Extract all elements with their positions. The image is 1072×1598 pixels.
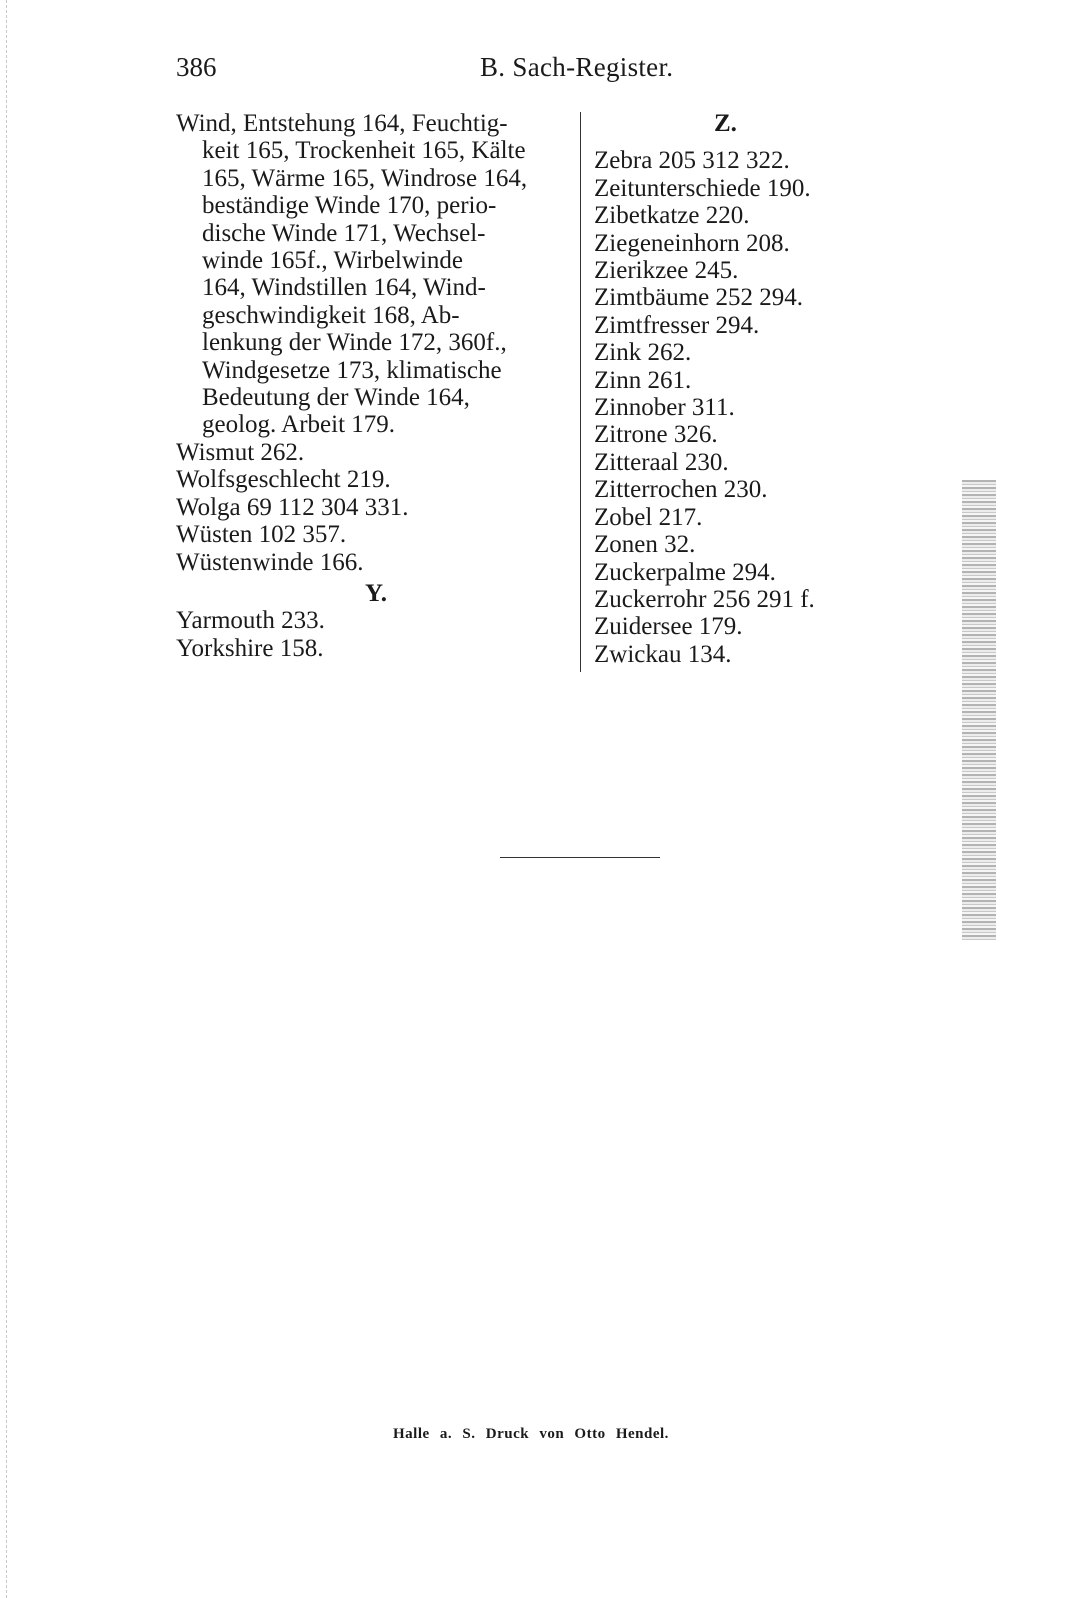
index-entry: Zimtfresser 294.: [594, 311, 760, 339]
index-line: keit 165, Trockenheit 165, Kälte: [202, 137, 526, 165]
index-line: beständige Winde 170, perio-: [202, 192, 497, 220]
index-entry: Zeitunterschiede 190.: [594, 174, 811, 202]
index-entry: Zebra 205 312 322.: [594, 147, 790, 175]
index-line: 164, Windstillen 164, Wind-: [202, 274, 486, 302]
running-title: B. Sach-Register.: [480, 52, 674, 82]
index-entry: Zuidersee 179.: [594, 613, 743, 641]
index-line: Bedeutung der Winde 164,: [202, 384, 470, 412]
index-entry: Wismut 262.: [176, 438, 305, 466]
index-entry: Ziegeneinhorn 208.: [594, 229, 790, 257]
index-line: geolog. Arbeit 179.: [202, 411, 396, 439]
index-entry: Zink 262.: [594, 339, 692, 367]
index-entry: Zwickau 134.: [594, 640, 732, 668]
index-entry: Zuckerpalme 294.: [594, 558, 776, 586]
column-divider: [580, 112, 581, 672]
index-entry: Zitteraal 230.: [594, 448, 729, 476]
index-entry: Wüstenwinde 166.: [176, 548, 364, 576]
section-letter-y: Y.: [364, 579, 387, 607]
index-line: lenkung der Winde 172, 360f.,: [202, 329, 507, 357]
left-index-column: [176, 110, 576, 662]
index-entry: Wolfsgeschlecht 219.: [176, 466, 391, 494]
scan-edge: [6, 0, 7, 1598]
index-entry: Wüsten 102 357.: [176, 521, 347, 549]
index-line: winde 165f., Wirbelwinde: [202, 247, 463, 275]
index-entry: Yarmouth 233.: [176, 607, 325, 635]
index-line: Windgesetze 173, klimatische: [202, 356, 502, 384]
index-entry: Zimtbäume 252 294.: [594, 284, 803, 312]
bleed-through-texture: [962, 480, 996, 940]
index-line: 165, Wärme 165, Windrose 164,: [202, 164, 528, 192]
index-entry: Zitrone 326.: [594, 421, 718, 449]
index-entry: Zitterrochen 230.: [594, 476, 768, 504]
index-line: geschwindigkeit 168, Ab-: [202, 301, 460, 329]
index-entry: Yorkshire 158.: [176, 634, 324, 662]
page-number: 386: [176, 52, 217, 82]
index-entry: Zinnober 311.: [594, 394, 735, 422]
index-line: dische Winde 171, Wechsel-: [202, 219, 486, 247]
index-entry: Zobel 217.: [594, 503, 703, 531]
right-index-column: [594, 110, 894, 668]
wind-entry: [176, 110, 576, 439]
index-line: Wind, Entstehung 164, Feuchtig-: [176, 110, 508, 137]
index-entry: Zinn 261.: [594, 366, 692, 394]
index-entry: Zierikzee 245.: [594, 257, 739, 285]
index-entry: Zibetkatze 220.: [594, 202, 750, 230]
section-letter-z: Z.: [714, 110, 737, 137]
index-entry: Wolga 69 112 304 331.: [176, 493, 409, 521]
index-entry: Zuckerrohr 256 291 f.: [594, 585, 815, 613]
end-rule: [500, 857, 660, 858]
index-entry: Zonen 32.: [594, 531, 696, 559]
printer-imprint: Halle a. S. Druck von Otto Hendel.: [393, 1426, 669, 1442]
